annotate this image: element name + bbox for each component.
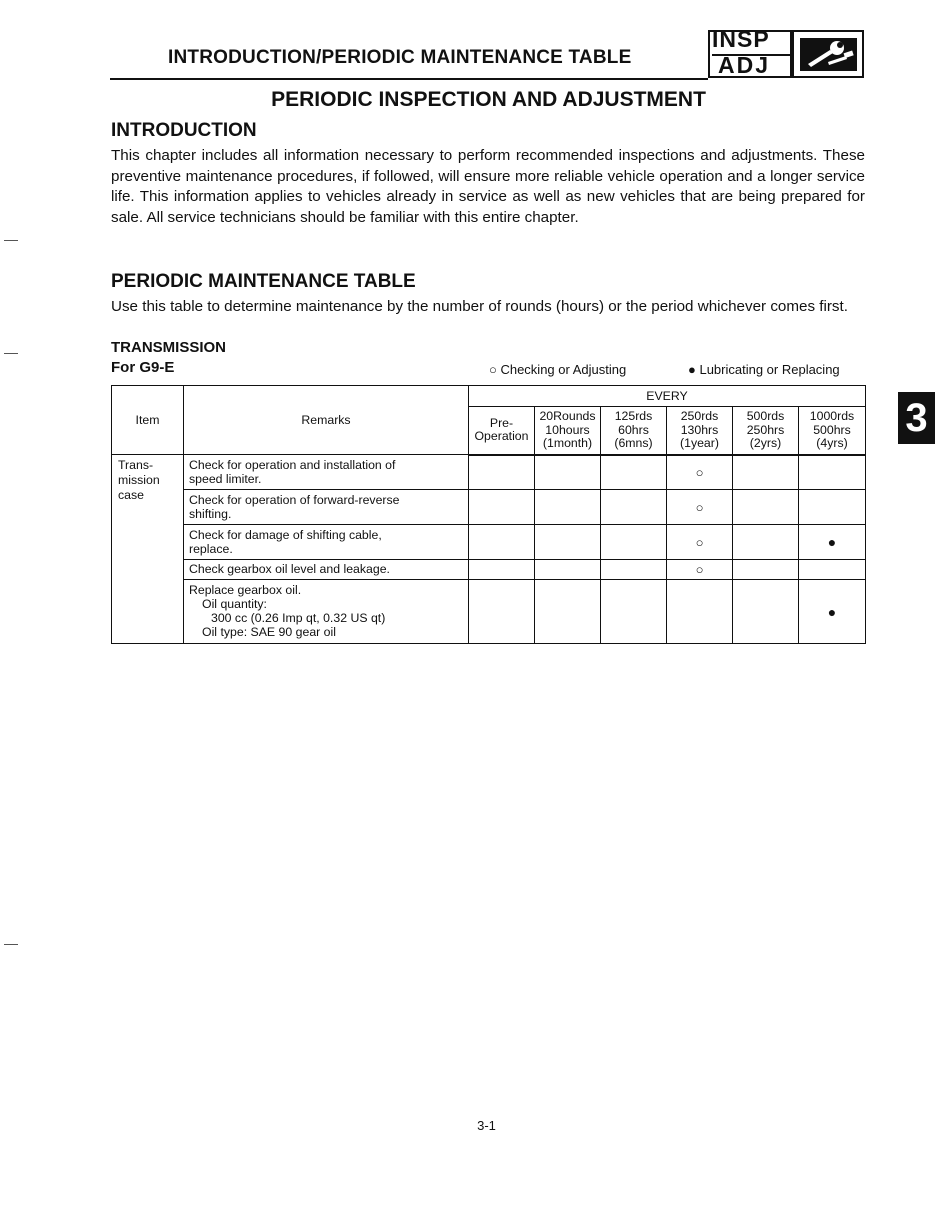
table-row xyxy=(112,490,866,525)
legend-check: ○ Checking or Adjusting xyxy=(489,362,627,377)
mark-cell xyxy=(733,580,799,644)
mark-cell xyxy=(733,490,799,525)
header-item: Item xyxy=(112,386,184,455)
mark-cell xyxy=(535,580,601,644)
page-title: PERIODIC INSPECTION AND ADJUSTMENT xyxy=(271,88,706,111)
mark-cell xyxy=(535,490,601,525)
mark-cell xyxy=(535,525,601,560)
interval-header: 500rds 250hrs (2yrs) xyxy=(733,407,799,455)
transmission-subheading: TRANSMISSION xyxy=(111,339,227,356)
pmt-heading: PERIODIC MAINTENANCE TABLE xyxy=(111,271,416,292)
mark-cell xyxy=(733,560,799,580)
badge-adj-label: ADJ xyxy=(718,52,771,78)
model-label: For G9-E xyxy=(111,359,175,376)
mark-cell xyxy=(469,455,535,490)
wrench-screwdriver-icon xyxy=(800,38,857,71)
mark-cell: ● xyxy=(799,580,866,644)
mark-cell xyxy=(601,455,667,490)
interval-header: 20Rounds 10hours (1month) xyxy=(535,407,601,455)
remark-cell: Check for damage of shifting cable, replace. xyxy=(184,525,469,560)
table-row xyxy=(112,560,866,580)
page-number: 3-1 xyxy=(477,1118,496,1133)
intro-body: This chapter includes all information necessary to perform recommended inspections and adjustments. These preventive maintenance procedures, if followed, will ensure more reliable vehicle operation and a longer service life. This information applies to vehicles already in service as well as new vehicles that are being prepared for sale. All service technicians should be familiar with this entire chapter. xyxy=(111,147,865,226)
mark-cell: ○ xyxy=(667,490,733,525)
mark-cell xyxy=(733,525,799,560)
mark-cell: ○ xyxy=(667,525,733,560)
mark-cell xyxy=(667,580,733,644)
header-remarks: Remarks xyxy=(184,386,469,455)
table-row xyxy=(112,525,866,560)
intro-heading: INTRODUCTION xyxy=(111,120,257,141)
table-row xyxy=(112,580,866,644)
mark-cell: ● xyxy=(799,525,866,560)
header-title: INTRODUCTION/PERIODIC MAINTENANCE TABLE xyxy=(168,47,632,68)
mark-cell xyxy=(601,490,667,525)
mark-cell xyxy=(799,455,866,490)
mark-cell xyxy=(469,525,535,560)
header-every: EVERY xyxy=(469,386,866,407)
remark-cell: Check for operation and installation of speed limiter. xyxy=(184,455,469,490)
item-cell: Trans- mission case xyxy=(112,455,184,644)
header-rule xyxy=(110,78,708,80)
mark-cell xyxy=(469,580,535,644)
remark-cell: Replace gearbox oil. Oil quantity: 300 cc (0.26 Imp qt, 0.32 US qt) Oil type: SAE 90 gear oil xyxy=(184,580,469,644)
table-row xyxy=(112,455,866,490)
maintenance-table xyxy=(111,385,866,644)
chapter-tab: 3 xyxy=(898,392,935,444)
mark-cell xyxy=(469,490,535,525)
interval-header: Pre- Operation xyxy=(469,407,535,455)
mark-cell xyxy=(799,560,866,580)
legend-lube: ● Lubricating or Replacing xyxy=(688,362,840,377)
badge-insp-label: INSP xyxy=(712,26,770,52)
mark-cell xyxy=(535,455,601,490)
mark-cell xyxy=(733,455,799,490)
mark-cell xyxy=(601,560,667,580)
mark-cell: ○ xyxy=(667,560,733,580)
interval-header: 1000rds 500hrs (4yrs) xyxy=(799,407,866,455)
mark-cell xyxy=(601,525,667,560)
margin-mark xyxy=(4,240,18,241)
mark-cell xyxy=(799,490,866,525)
remark-cell: Check for operation of forward-reverse shifting. xyxy=(184,490,469,525)
interval-header: 250rds 130hrs (1year) xyxy=(667,407,733,455)
mark-cell xyxy=(535,560,601,580)
margin-mark xyxy=(4,944,18,945)
interval-header: 125rds 60hrs (6mns) xyxy=(601,407,667,455)
margin-mark xyxy=(4,353,18,354)
remark-cell: Check gearbox oil level and leakage. xyxy=(184,560,469,580)
pmt-body: Use this table to determine maintenance by the number of rounds (hours) or the period whichever comes first. xyxy=(111,298,848,315)
mark-cell: ○ xyxy=(667,455,733,490)
mark-cell xyxy=(601,580,667,644)
mark-cell xyxy=(469,560,535,580)
